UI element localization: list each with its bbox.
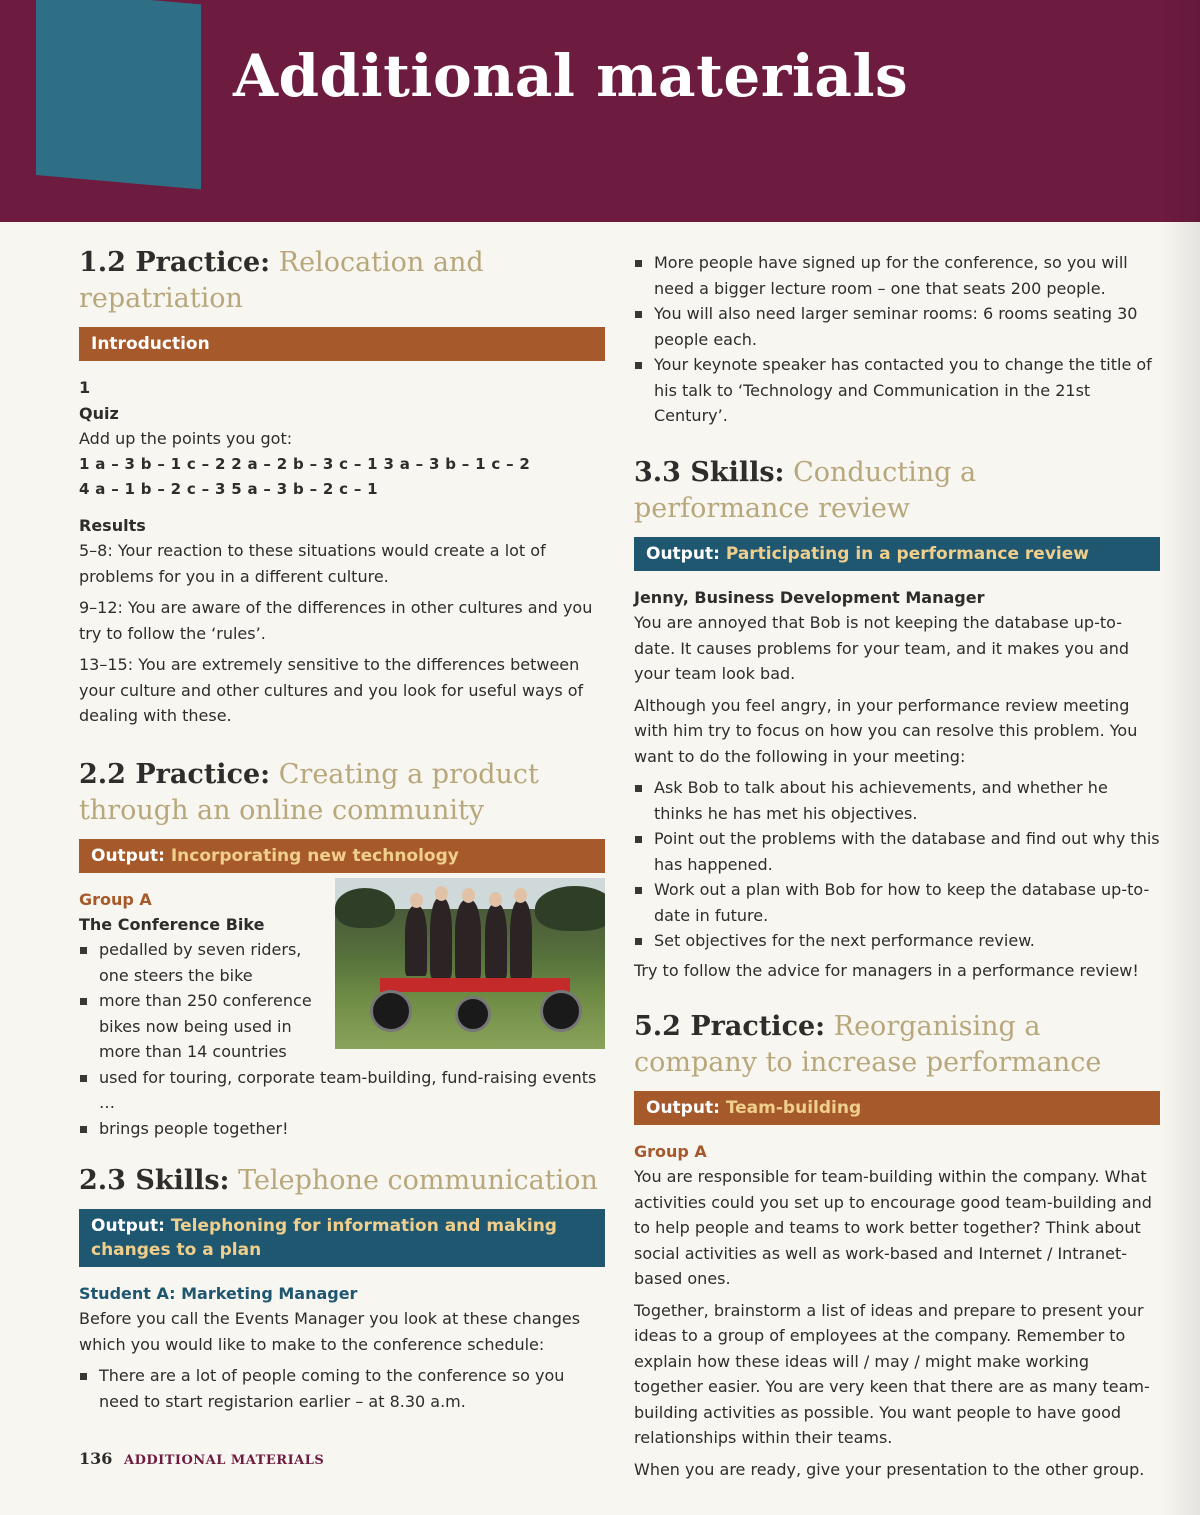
- paragraph: Together, brainstorm a list of ideas and prepare to present your ideas to a group of employees at the company. Remember to explain how these ideas will / may / might make working together easier. You are very keen that there are as many team-building activities as possible. You want people to have good relationships within their teams.: [634, 1300, 1150, 1447]
- rider-face: [462, 888, 475, 903]
- student-intro: Before you call the Events Manager you look at these changes which you would like to make to the conference schedule:: [79, 1309, 581, 1354]
- list-item: pedalled by seven riders, one steers the bike: [79, 937, 329, 988]
- changes-bullets-left: [79, 1363, 605, 1414]
- paragraph: You are responsible for team-building within the company. What activities could you set up to encourage good team-building and to help people and teams to work better together? Think about social activities as well as work-based and Internet / Intranet-based ones.: [634, 1167, 1152, 1288]
- section-heading-5-2: [634, 1009, 1160, 1081]
- paragraph: Although you feel angry, in your performance review meeting with him try to focus on how you can resolve this problem. You want to do the following in your meeting:: [634, 695, 1138, 766]
- result-13-15: 13–15: You are extremely sensitive to the differences between your culture and other cultures and you look for useful ways of dealing with these.: [79, 655, 584, 725]
- rider-figure: [485, 904, 507, 979]
- paragraph: When you are ready, give your presentation to the other group.: [634, 1459, 1145, 1479]
- section-heading-1-2: [79, 245, 605, 317]
- add-up-text: Add up the points you got:: [79, 429, 293, 448]
- output-bar-telephoning: [79, 1209, 605, 1267]
- list-item: more than 250 conference bikes now being used in more than 14 countries: [79, 988, 329, 1065]
- changes-bullets-right: [634, 250, 1160, 429]
- section-number: 2.2 Practice:: [79, 758, 271, 790]
- output-bar-technology: [79, 839, 605, 873]
- bar-label: Output:: [646, 1098, 720, 1118]
- bike-frame: [380, 978, 570, 992]
- rider-face: [489, 892, 502, 907]
- page-number: 136: [79, 1449, 113, 1468]
- rider-figure: [510, 900, 532, 980]
- list-item: brings people together!: [79, 1116, 605, 1142]
- student-label: Student A: Marketing Manager: [79, 1284, 358, 1303]
- bar-value: Telephoning for information and making changes to a plan: [91, 1216, 557, 1260]
- section-heading-2-2: [79, 757, 605, 829]
- tree-shape: [335, 888, 395, 928]
- section-subtitle: Reorganising a company to increase performance: [634, 1011, 1102, 1078]
- output-bar-team-building: [634, 1091, 1160, 1125]
- rider-figure: [405, 906, 427, 976]
- bike-title: The Conference Bike: [79, 914, 265, 934]
- rider-face: [514, 888, 527, 903]
- quiz-heading: Quiz: [79, 403, 119, 423]
- section-heading-2-3: [79, 1163, 605, 1199]
- group-label: Group A: [79, 889, 152, 909]
- bar-label: Output:: [91, 845, 165, 866]
- rider-figure: [430, 898, 452, 978]
- paragraph: Try to follow the advice for managers in a performance review!: [634, 960, 1139, 980]
- list-item: used for touring, corporate team-building, fund-raising events …: [79, 1065, 605, 1116]
- list-item: There are a lot of people coming to the conference so you need to start registarion earlier – at 8.30 a.m.: [79, 1363, 605, 1414]
- bar-label: Introduction: [91, 334, 210, 354]
- right-column: [634, 250, 1160, 1488]
- rider-face: [435, 886, 448, 901]
- list-item: You will also need larger seminar rooms: 6 rooms seating 30 people each.: [634, 301, 1160, 352]
- output-bar-performance: [634, 537, 1160, 571]
- list-item: Ask Bob to talk about his achievements, and whether he thinks he has met his objectives.: [634, 775, 1160, 826]
- header-accent-shape: [36, 0, 201, 189]
- paragraph: You are annoyed that Bob is not keeping the database up-to-date. It causes problems for your team, and it makes you and your team look bad.: [634, 613, 1130, 683]
- header-banner: [0, 0, 1200, 222]
- bar-value: Participating in a performance review: [725, 543, 1089, 564]
- rider-figure: [455, 900, 481, 980]
- section-subtitle: Telephone communication: [238, 1165, 598, 1196]
- answers-line-2: 4 a – 1 b – 2 c – 3 5 a – 3 b – 2 c – 1: [79, 480, 378, 498]
- bar-label: Output:: [91, 1216, 165, 1236]
- introduction-bar: [79, 327, 605, 361]
- bar-label: Output:: [646, 543, 720, 564]
- section-subtitle: Creating a product through an online community: [79, 758, 539, 826]
- meeting-bullets: [634, 775, 1160, 954]
- section-number: 3.3 Skills:: [634, 456, 785, 488]
- item-number: 1: [79, 378, 91, 397]
- bike-wheel: [370, 990, 412, 1032]
- result-5-8: 5–8: Your reaction to these situations would create a lot of problems for you in a different culture.: [79, 541, 546, 586]
- list-item: More people have signed up for the conference, so you will need a bigger lecture room – one that seats 200 people.: [634, 250, 1160, 301]
- list-item: Your keynote speaker has contacted you to change the title of his talk to ‘Technology and Communication in the 21st Century’.: [634, 352, 1160, 429]
- result-9-12: 9–12: You are aware of the differences in other cultures and you try to follow the ‘rules’.: [79, 598, 593, 643]
- left-column: [79, 245, 605, 1422]
- bar-value: Incorporating new technology: [170, 845, 459, 866]
- section-number: 1.2 Practice:: [79, 247, 271, 278]
- section-subtitle: Conducting a performance review: [634, 456, 977, 524]
- rider-face: [410, 893, 423, 908]
- footer-label: ADDITIONAL MATERIALS: [123, 1453, 325, 1468]
- section-number: 5.2 Practice:: [634, 1011, 826, 1042]
- bike-wheel: [455, 996, 491, 1032]
- section-subtitle: Relocation and repatriation: [79, 247, 484, 314]
- page-edge-shadow: [1160, 0, 1200, 1515]
- answers-line-1: 1 a – 3 b – 1 c – 2 2 a – 2 b – 3 c – 1 3 a – 3 b – 1 c – 2: [79, 454, 531, 473]
- list-item: Work out a plan with Bob for how to keep the database up-to-date in future.: [634, 877, 1160, 928]
- list-item: Set objectives for the next performance review.: [634, 928, 1160, 954]
- page-footer: [79, 1449, 324, 1468]
- section-heading-3-3: [634, 455, 1160, 527]
- section-number: 2.3 Skills:: [79, 1165, 230, 1196]
- bike-wheel: [540, 990, 582, 1032]
- list-item: Point out the problems with the database and find out why this has happened.: [634, 826, 1160, 877]
- bar-value: Team-building: [725, 1098, 862, 1118]
- conference-bike-photo: [335, 878, 605, 1049]
- page-title: Additional materials: [233, 42, 909, 110]
- results-heading: Results: [79, 515, 146, 535]
- tree-shape: [535, 886, 605, 931]
- person-label: Jenny, Business Development Manager: [634, 587, 985, 607]
- group-label: Group A: [634, 1142, 707, 1161]
